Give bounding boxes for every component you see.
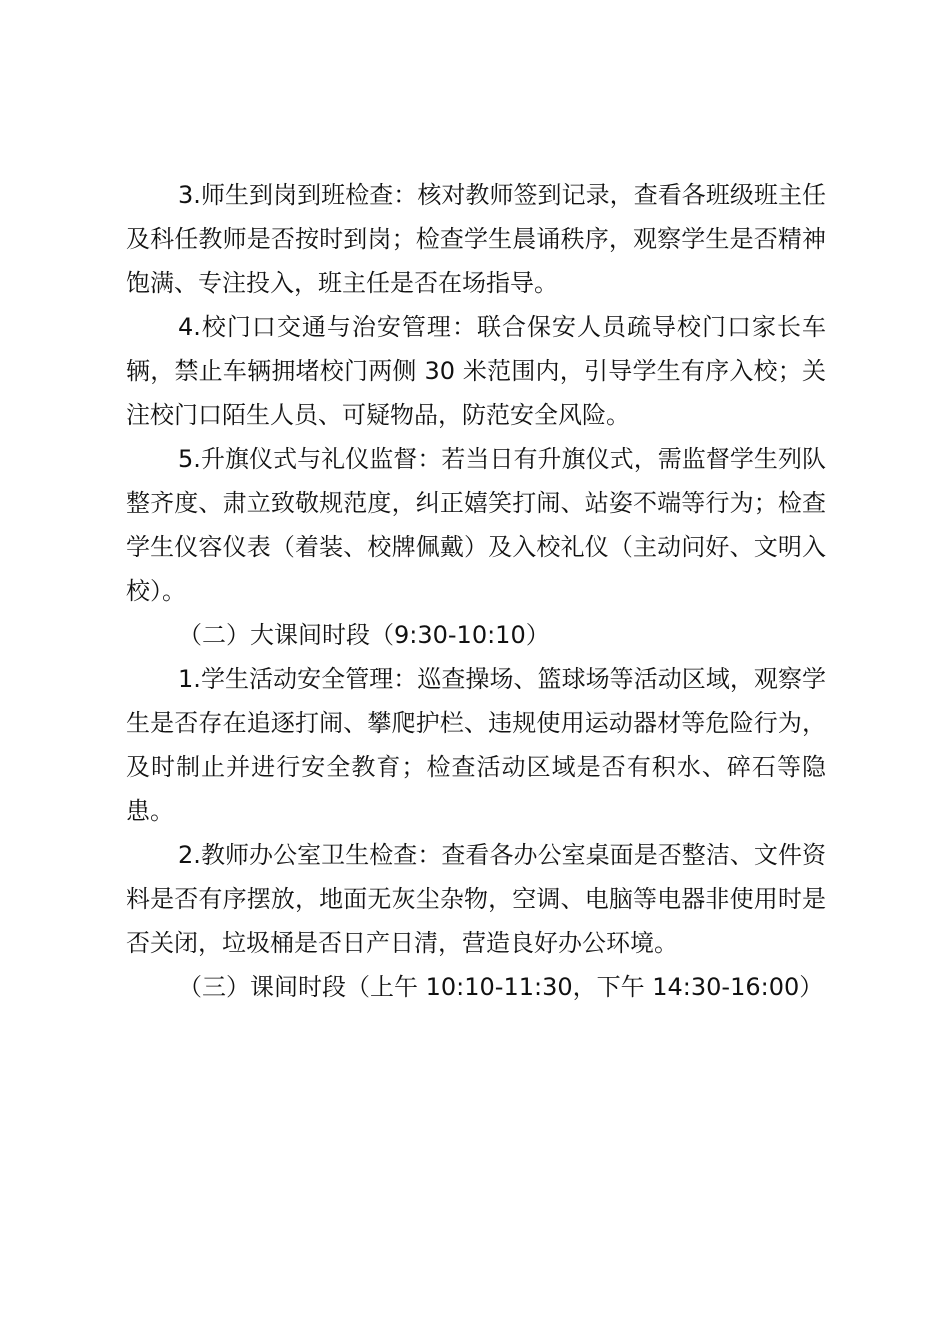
document-body	[126, 173, 826, 1009]
paragraph-gate-traffic-security: 4.校门口交通与治安管理：联合保安人员疏导校门口家长车辆，禁止车辆拥堵校门两侧 30 米范围内，引导学生有序入校；关注校门口陌生人员、可疑物品，防范安全风险。	[126, 313, 826, 429]
paragraph-activity-safety: 1.学生活动安全管理：巡查操场、篮球场等活动区域，观察学生是否存在追逐打闹、攀爬护栏、违规使用运动器材等危险行为，及时制止并进行安全教育；检查活动区域是否有积水、碎石等隐患。	[126, 665, 826, 825]
section-heading-class-break: （三）课间时段（上午 10:10-11:30，下午 14:30-16:00）	[178, 973, 824, 1001]
paragraph-flag-ceremony-etiquette: 5.升旗仪式与礼仪监督：若当日有升旗仪式，需监督学生列队整齐度、肃立致敬规范度，纠正嬉笑打闹、站姿不端等行为；检查学生仪容仪表（着装、校牌佩戴）及入校礼仪（主动问好、文明入校）。	[126, 445, 826, 605]
paragraph-staff-attendance-check: 3.师生到岗到班检查：核对教师签到记录，查看各班级班主任及科任教师是否按时到岗；检查学生晨诵秩序，观察学生是否精神饱满、专注投入，班主任是否在场指导。	[126, 181, 826, 297]
paragraph-office-hygiene: 2.教师办公室卫生检查：查看各办公室桌面是否整洁、文件资料是否有序摆放，地面无灰尘杂物，空调、电脑等电器非使用时是否关闭，垃圾桶是否日产日清，营造良好办公环境。	[126, 841, 826, 957]
section-heading-big-break: （二）大课间时段（9:30-10:10）	[178, 621, 550, 649]
